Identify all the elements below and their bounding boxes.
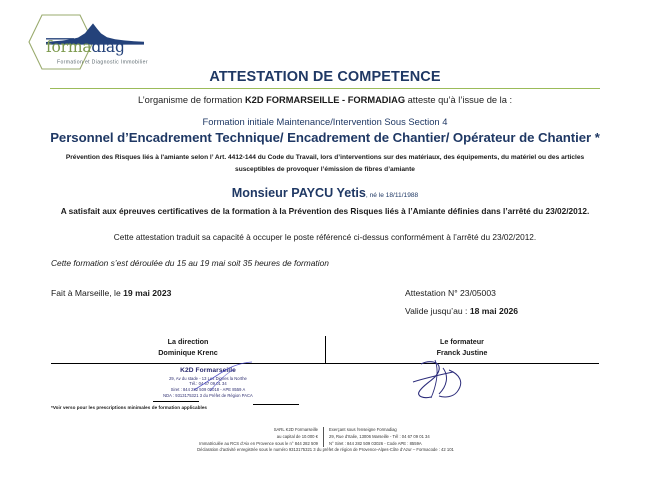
formadiag-logo (22, 14, 152, 70)
stamp-address-line: 29, Av du stade - 13 Les Dignes la Northe (169, 375, 247, 381)
org-suffix-text: atteste qu’à l’issue de la : (405, 95, 513, 105)
direction-role-label: La direction (167, 337, 209, 346)
issuing-organisation-line (0, 95, 650, 105)
prevention-scope-paragraph (55, 152, 595, 175)
org-name-text: K2D FORMARSEILLE - FORMADIAG (244, 95, 406, 105)
prevention-line-1: Prévention des Risques liés à l'amiante selon l’ Art. 4412-144 du Code du Travail, lors d’interventions sur des matériaux, des équipements, du matériel ou des articles (65, 154, 585, 161)
footer-left-line: SARL K2D Formarseille (273, 427, 318, 432)
director-signature-mark (190, 360, 260, 396)
capacity-statement: Cette attestation traduit sa capacité à occuper le poste référencé ci-dessus conformément à l’arrêté du 23/02/2012. (113, 232, 537, 242)
trainer-role-label: Le formateur (440, 337, 484, 346)
prevention-line-2: susceptibles de provoquer l’émission de fibres d’amiante (235, 165, 415, 173)
attestation-number-value: 23/05003 (460, 288, 496, 298)
footer-right-line: 29, Rue d’Italie, 13006 Marseille - Tél : 04 67 09 01 34 (329, 433, 430, 439)
attestation-number-line (405, 288, 496, 298)
footnote-rule-right (253, 404, 299, 405)
issue-place-prefix: Fait à Marseille, le (51, 288, 124, 298)
footer-left-line: Immatriculée au RCS d’Aix en Provence sous le n° 844 282 509 (199, 440, 318, 446)
direction-name-label: Dominique Krenc (158, 348, 218, 358)
recipient-line (0, 184, 650, 202)
validity-label: Valide jusqu’au : (405, 306, 470, 316)
stamp-nda-line: NDA : 9313175321 3 du Préfet de Région PACA (163, 393, 253, 399)
attestation-number-label: Attestation N° (405, 288, 461, 298)
trainer-name-label: Franck Justine (436, 348, 488, 358)
footer-right-line: Exerçant sous l’enseigne Formadiag (329, 427, 397, 432)
footer-right-line: N° Siret : 844 282 509 03026 - Code APE : 8559A (329, 440, 422, 446)
logo-word-diag: diag (91, 38, 125, 56)
training-duration-statement: Cette formation s’est déroulée du 15 au 19 mai soit 35 heures de formation (51, 258, 329, 268)
course-subtitle: Formation initiale Maintenance/Intervention Sous Section 4 (202, 116, 448, 127)
course-title: Personnel d’Encadrement Technique/ Encadrement de Chantier/ Opérateur de Chantier * (50, 130, 600, 145)
org-prefix-text: L’organisme de formation (137, 95, 245, 105)
signature-block-direction (51, 336, 325, 358)
logo-tagline: Formation et Diagnostic Immobilier (57, 59, 148, 65)
footer-declaration-line: Déclaration d’activité enregistrée sous le numéro 9313175321 3 du préfet de région de Provence-Alpes-Côte d’Azur – Formacode : 42 101 (197, 447, 454, 453)
footnote-text: *Voir verso pour les prescriptions minimales de formation applicables (51, 405, 208, 410)
title-divider (50, 88, 600, 89)
footer-columns (163, 427, 488, 447)
validity-date-value: 18 mai 2026 (469, 306, 519, 316)
stamp-company-name: K2D Formarseille (180, 367, 236, 374)
stamp-siret-line: Siret : 844 282 509 00018 - APE 8559 A (170, 387, 246, 393)
certification-statement: A satisfait aux épreuves certificatives de la formation à la Prévention des Risques liés à l’Amiante définies dans l’arrêté du 23/02/2012. (60, 206, 590, 216)
signature-zone (51, 336, 599, 364)
footer-left-line: au capital de 10.000 € (276, 433, 318, 439)
trainer-handwritten-signature (405, 358, 501, 404)
recipient-name: Monsieur PAYCU Yetis (231, 186, 366, 200)
stamp-phone-line: Tél.: 04 67 09 01 34 (189, 381, 227, 387)
page-footer (163, 427, 488, 454)
issue-date-value: 19 mai 2023 (123, 288, 172, 298)
validity-line (405, 306, 518, 316)
logo-word-forma: forma (46, 38, 92, 56)
signature-block-trainer (325, 336, 599, 358)
recipient-birthdate: , né le 18/11/1988 (365, 192, 419, 199)
footnote-rule-left (153, 401, 199, 402)
signature-rule-left (51, 363, 325, 364)
logo-wordmark (46, 40, 125, 56)
issue-place-date (51, 288, 171, 298)
footer-legal-right (323, 427, 488, 447)
footer-legal-left (163, 427, 323, 447)
page-title: ATTESTATION DE COMPETENCE (209, 69, 441, 85)
